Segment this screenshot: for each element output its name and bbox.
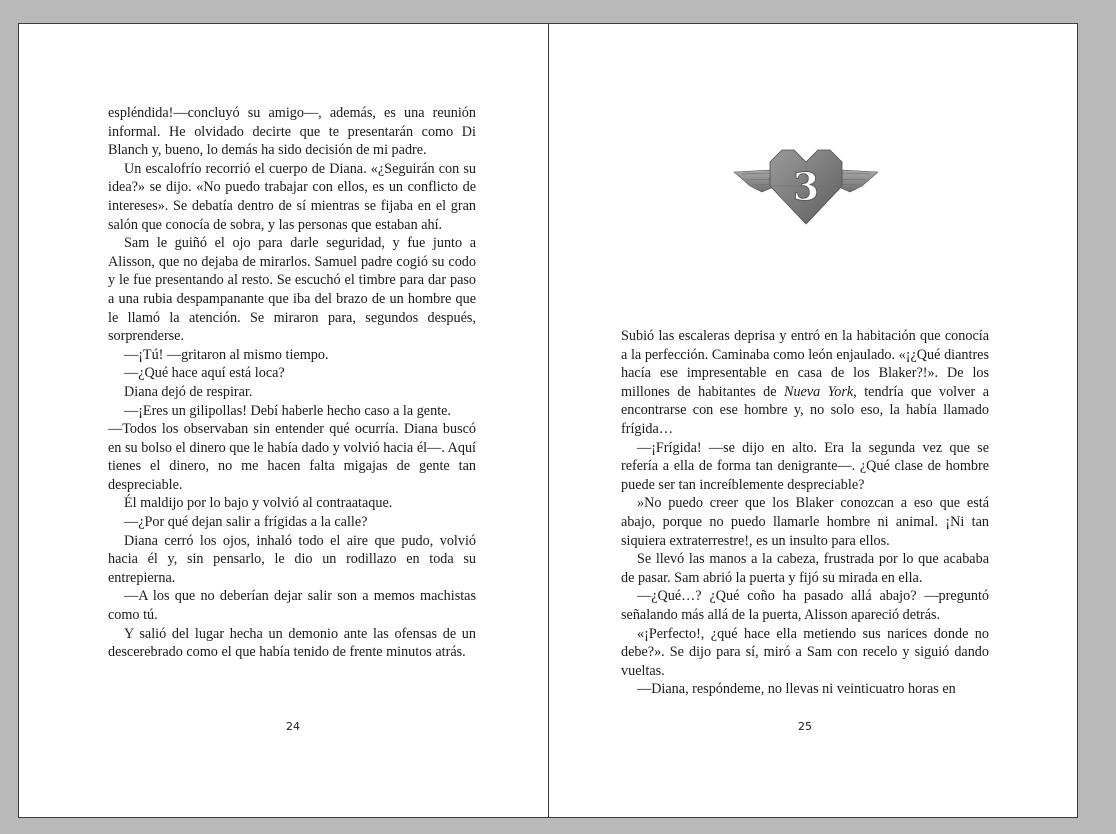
page-number-left: 24 <box>286 720 300 733</box>
book-spread <box>18 23 1078 818</box>
chapter-winged-heart-emblem <box>732 142 880 226</box>
paragraph: Y salió del lugar hecha un demonio ante las ofensas de un descerebrado como el que había tenido de frente minutos atrás. <box>108 625 476 661</box>
paragraph: —¡Frígida! —se dijo en alto. Era la segunda vez que se refería a ella de forma tan denigrante—. ¿Qué clase de hombre puede ser tan increíblemente despreciable? <box>621 439 989 493</box>
paragraph <box>621 327 989 439</box>
paragraph-text: Subió las escaleras deprisa y entró en la habitación que conocía a la perfección. Caminaba como león enjaulado. «¡¿Qué diantres hacía ese impresentable en casa de los Blaker?!». De los millones de habitantes de <box>621 328 989 400</box>
right-page <box>549 24 1079 817</box>
paragraph: Él maldijo por lo bajo y volvió al contraataque. <box>124 495 393 512</box>
paragraph: «¡Perfecto!, ¿qué hace ella metiendo sus narices donde no debe?». Se dijo para sí, miró a Sam con recelo y siguió dando vueltas. <box>621 625 989 679</box>
paragraph: —¿Qué…? ¿Qué coño ha pasado allá abajo? —preguntó señalando más allá de la puerta, Alisson apareció detrás. <box>621 588 989 623</box>
paragraph: —¡Tú! —gritaron al mismo tiempo. <box>124 346 329 363</box>
paragraph: —Diana, respóndeme, no llevas ni veinticuatro horas en <box>637 681 956 698</box>
chapter-number: 3 <box>792 164 820 209</box>
left-page <box>19 24 549 817</box>
paragraph: Sam le guiñó el ojo para darle seguridad, y fue junto a Alisson, que no dejaba de mirarlos. Samuel padre cogió su codo y le fue presentando al resto. Se escuchó el timbre para dar paso a una rubia despampanante que iba del brazo de un hombre que le llamó la atención. Se miraron para, segundos después, sorprenderse. <box>108 235 476 345</box>
paragraph: Se llevó las manos a la cabeza, frustrada por lo que acababa de pasar. Sam abrió la puerta y fijó su mirada en ella. <box>621 551 989 586</box>
right-page-text <box>621 327 989 699</box>
winged-heart-icon <box>732 142 880 226</box>
paragraph: —A los que no deberían dejar salir son a memos machistas como tú. <box>108 588 476 624</box>
paragraph: Diana dejó de respirar. <box>124 383 253 400</box>
paragraph: Diana cerró los ojos, inhaló todo el aire que pudo, volvió hacia él y, sin pensarlo, le dio un rodillazo en toda su entrepierna. <box>108 532 476 586</box>
paragraph: —¡Eres un gilipollas! Debí haberle hecho caso a la gente. <box>124 402 451 419</box>
page-number-right: 25 <box>798 720 812 733</box>
paragraph-text: , tendría que volver a encontrarse con ese hombre y, no solo eso, la había llamado frígida… <box>621 383 989 437</box>
paragraph: espléndida!—concluyó su amigo—, además, es una reunión informal. He olvidado decirte que te presentarán como Di Blanch y, bueno, lo demás ha sido decisión de mi padre. <box>108 105 476 159</box>
paragraph: Un escalofrío recorrió el cuerpo de Diana. «¿Seguirán con su idea?» se dijo. «No puedo trabajar con ellos, es un conflicto de intereses». Se debatía dentro de sí mientras se fijaba en el gran salón que conocía de sobra, y las personas que estaban ahí. <box>108 160 476 233</box>
paragraph: »No puedo creer que los Blaker conozcan a eso que está abajo, porque no puedo llamarle hombre ni animal. ¡Ni tan siquiera extraterrestre!, es un insulto para ellos. <box>621 495 989 549</box>
paragraph: —Todos los observaban sin entender qué ocurría. Diana buscó en su bolso el dinero que le había dado y volvió hacia él—. Aquí tienes el dinero, no me hacen falta migajas de gente tan despreciable. <box>108 421 476 493</box>
left-page-text <box>108 104 476 662</box>
paragraph: —¿Qué hace aquí está loca? <box>124 365 285 382</box>
place-name: Nueva York <box>784 383 854 400</box>
paragraph: —¿Por qué dejan salir a frígidas a la calle? <box>124 514 368 531</box>
